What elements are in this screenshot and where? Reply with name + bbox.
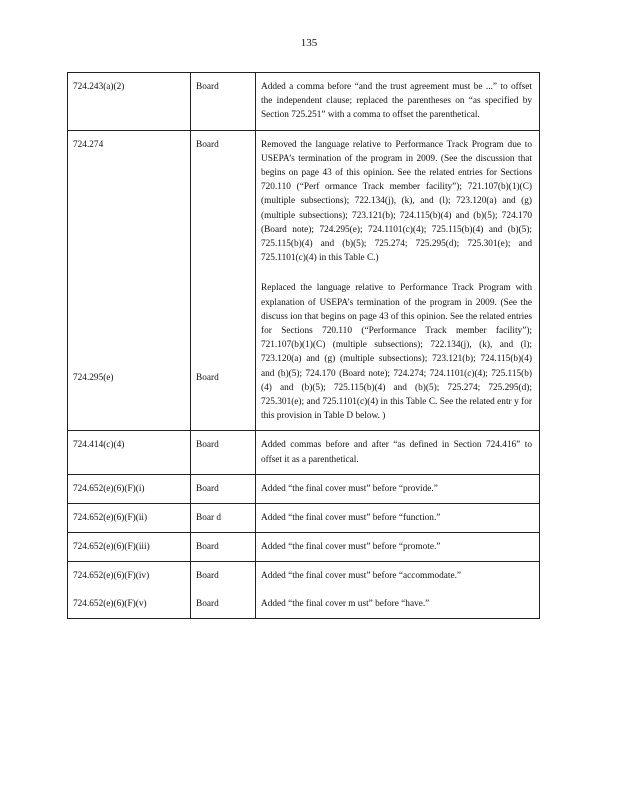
table-row <box>68 504 540 533</box>
section-citation: 724.652(e)(6)(F)(iii) <box>73 542 150 553</box>
description-cell <box>256 504 540 533</box>
description-cell <box>256 533 540 562</box>
section-citation: 724.274 <box>73 139 104 150</box>
agency-label: Board <box>196 372 219 383</box>
paragraph-gap <box>261 265 532 281</box>
table-row <box>68 533 540 562</box>
section-cell <box>68 533 191 562</box>
description-cell <box>256 130 540 431</box>
change-description: Added “the final cover must” before “accommodate.” <box>261 571 462 582</box>
change-description: Removed the language relative to Performance Track Program due to USEPA’s termination of the program in 2009. (See the discussion that begins on page 43 of this opinion. See the related entries for Sections 720.110 (“Perf ormance Track member facility”); 721.107(b)(1)(C) (multiple subsections); 722.134(j), (k), and (l); 723.120(a) and (g) (multiple subsections); 723.121(b); 724.115(b)(4) and (b)(5); 724.170 (Board note); 724.295(e); 724.1101(c)(4); 725.115(b)(4) and (b)(5); 725.115(b)(4) and (b)(5); 725.274; 725.295(d); 725.301(e); and 725.1101(c)(4) in this Table C.) <box>261 139 532 264</box>
section-citation: 724.652(e)(6)(F)(i) <box>73 483 145 494</box>
agency-cell <box>191 431 256 474</box>
change-description: Replaced the language relative to Performance Track Program with explanation of USEPA’s termination of the program in 2009. (See the discuss ion that begins on page 43 of this opinion. See the related entries for Sections 720.110 (“Performance Track member facility”); 721.107(b)(1)(C) (multiple subsections); 722.134(j), (k), and (l); 723.120(a) and (g) (multiple subsections); 723.121(b); 724.115(b)(4) and (b)(5); 724.170 (Board note); 724.274; 724.1101(c)(4); 725.115(b)(4) and (b)(5); 725.115(b)(4) and (b)(5); 725.274; 725.295(d); 725.301(e); and 725.1101(c)(4) in this Table C. See the related entr y for this provision in Table D below. ) <box>261 283 532 422</box>
table-row <box>68 474 540 503</box>
agency-label: Boar d <box>196 513 222 524</box>
amendments-table <box>67 72 540 619</box>
agency-cell <box>191 504 256 533</box>
agency-cell <box>191 73 256 131</box>
agency-label: Board <box>196 542 219 553</box>
section-cell <box>68 562 191 618</box>
agency-cell <box>191 474 256 503</box>
agency-label: Board <box>196 483 219 494</box>
agency-label: Board <box>196 82 219 92</box>
description-cell <box>256 474 540 503</box>
agency-label: Board <box>196 571 219 582</box>
agency-label: Board <box>196 598 219 609</box>
section-citation: 724.652(e)(6)(F)(ii) <box>73 513 148 524</box>
section-citation: 724.295(e) <box>73 372 114 383</box>
section-citation: 724.652(e)(6)(F)(iv) <box>73 571 150 582</box>
page-number: 135 <box>300 37 318 49</box>
change-description: Added a comma before “and the trust agreement must be ...” to offset the independent clause; replaced the parentheses on “as specified by Section 725.251” with a comma to offset the parenthetical. <box>261 82 532 121</box>
table-row <box>68 562 540 618</box>
agency-cell <box>191 562 256 618</box>
table-row <box>68 73 540 131</box>
section-cell <box>68 504 191 533</box>
section-citation: 724.414(c)(4) <box>73 440 125 451</box>
section-citation: 724.243(a)(2) <box>73 82 125 92</box>
change-description: Added “the final cover must” before “function.” <box>261 513 441 524</box>
change-description: Added commas before and after “as defined in Section 724.416” to offset it as a parenthetical. <box>261 440 532 465</box>
section-citation: 724.652(e)(6)(F)(v) <box>73 598 147 609</box>
section-cell <box>68 474 191 503</box>
agency-cell <box>191 533 256 562</box>
agency-cell <box>191 130 256 431</box>
section-cell <box>68 130 191 431</box>
section-cell <box>68 73 191 131</box>
change-description: Added “the final cover must” before “promote.” <box>261 542 441 553</box>
change-description: Added “the final cover m ust” before “have.” <box>261 598 430 609</box>
agency-label: Board <box>196 139 219 150</box>
change-description: Added “the final cover must” before “provide.” <box>261 483 438 494</box>
section-cell <box>68 431 191 474</box>
table-row <box>68 431 540 474</box>
description-cell <box>256 431 540 474</box>
description-cell <box>256 562 540 618</box>
agency-label: Board <box>196 440 219 451</box>
description-cell <box>256 73 540 131</box>
table-row <box>68 130 540 431</box>
